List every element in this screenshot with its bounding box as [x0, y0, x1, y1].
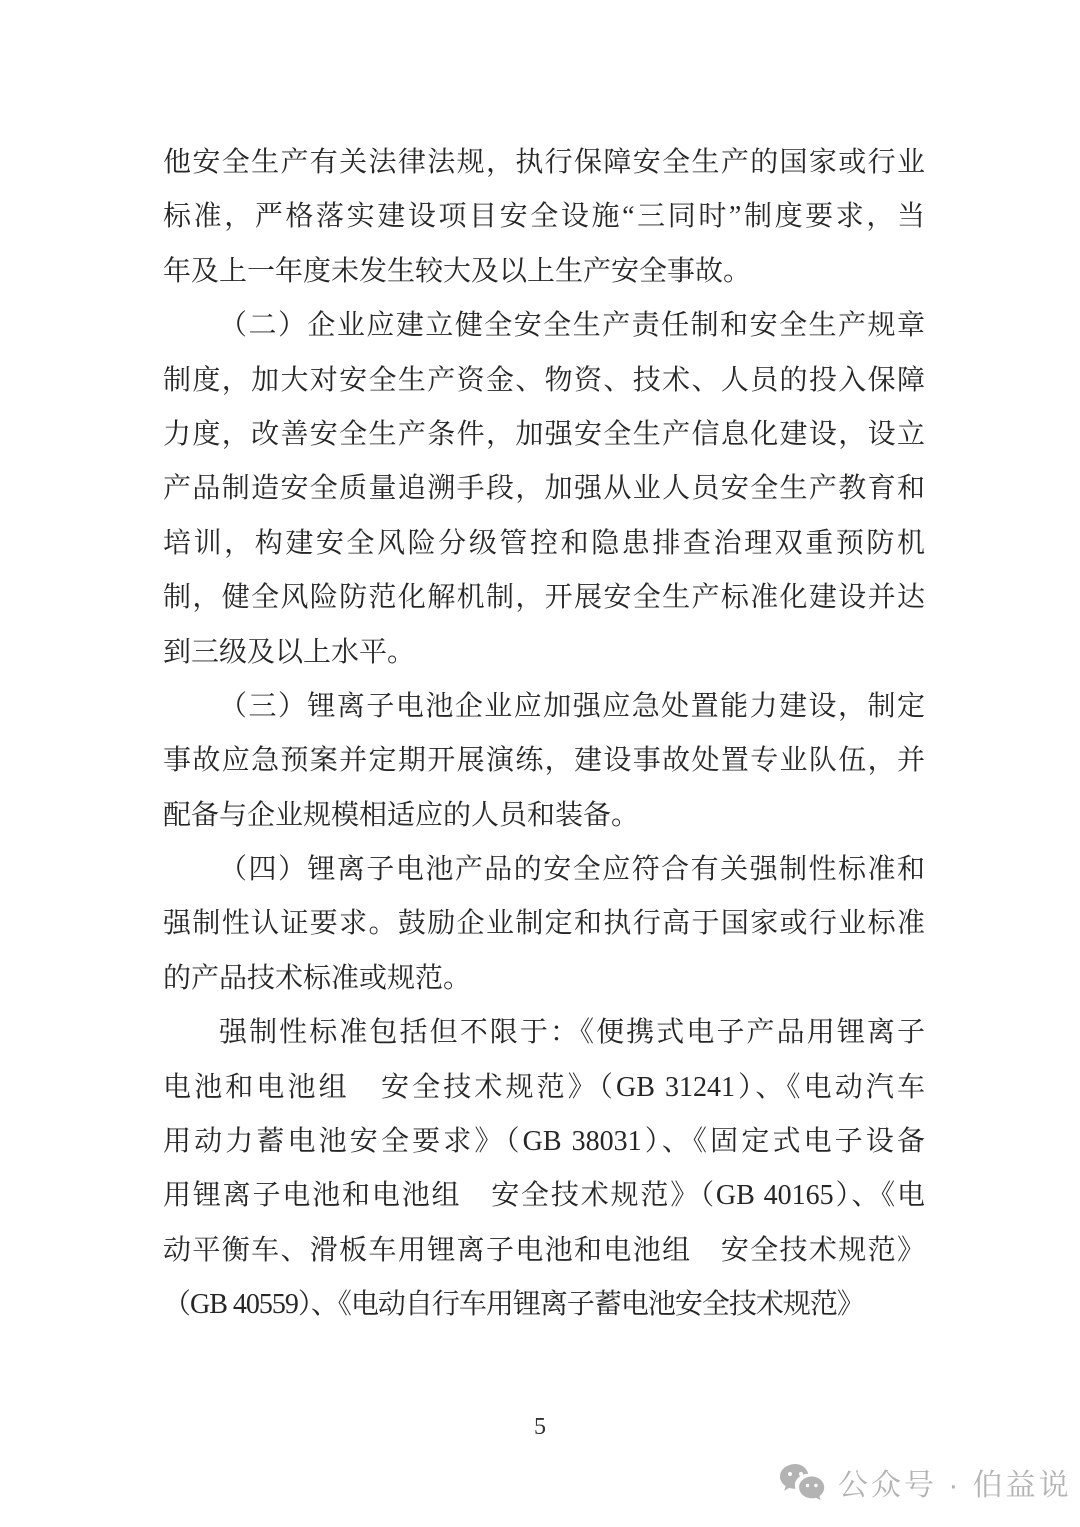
text-line: （三）锂离子电池企业应加强应急处置能力建设，制定: [219, 690, 925, 722]
text-line: 标准，严格落实建设项目安全设施“三同时”制度要求，当: [163, 201, 925, 233]
watermark: [778, 1462, 1072, 1502]
document-body: [163, 136, 925, 1333]
text-line: 制，健全风险防范化解机制，开展安全生产标准化建设并达: [163, 582, 925, 614]
text-line: 电池和电池组 安全技术规范》（GB 31241）、《电动汽车: [163, 1071, 925, 1103]
text-line: 力度，改善安全生产条件，加强安全生产信息化建设，设立: [163, 418, 925, 450]
text-line: 用锂离子电池和电池组 安全技术规范》（GB 40165）、《电: [163, 1180, 925, 1212]
text-line: 培训，构建安全风险分级管控和隐患排查治理双重预防机: [163, 527, 925, 559]
text-line: 年及上一年度未发生较大及以上生产安全事故。: [163, 255, 752, 287]
text-line: 事故应急预案并定期开展演练，建设事故处置专业队伍，并: [163, 745, 925, 777]
text-line: 强制性认证要求。鼓励企业制定和执行高于国家或行业标准: [163, 908, 925, 940]
wechat-icon: [778, 1463, 826, 1501]
text-line: 他安全生产有关法律法规，执行保障安全生产的国家或行业: [163, 147, 925, 178]
text-line: （二）企业应建立健全安全生产责任制和安全生产规章: [219, 310, 925, 342]
text-line: 强制性标准包括但不限于：《便携式电子产品用锂离子: [219, 1017, 925, 1049]
text-line: 的产品技术标准或规范。: [163, 962, 472, 994]
text-line: 用动力蓄电池安全要求》（GB 38031）、《固定式电子设备: [163, 1126, 925, 1158]
text-line: 制度，加大对安全生产资金、物资、技术、人员的投入保障: [163, 364, 925, 396]
text-line: （GB 40559）、《电动自行车用锂离子蓄电池安全技术规范》: [163, 1289, 864, 1321]
watermark-text: 公众号 · 伯益说: [838, 1469, 1072, 1502]
page-number: 5: [534, 1414, 546, 1440]
text-line: 产品制造安全质量追溯手段，加强从业人员安全生产教育和: [163, 473, 925, 505]
text-line: 到三级及以上水平。: [163, 636, 416, 668]
text-line: 动平衡车、滑板车用锂离子电池和电池组 安全技术规范》: [163, 1234, 925, 1266]
text-line: 配备与企业规模相适应的人员和装备。: [163, 799, 640, 831]
text-line: （四）锂离子电池产品的安全应符合有关强制性标准和: [219, 854, 925, 886]
